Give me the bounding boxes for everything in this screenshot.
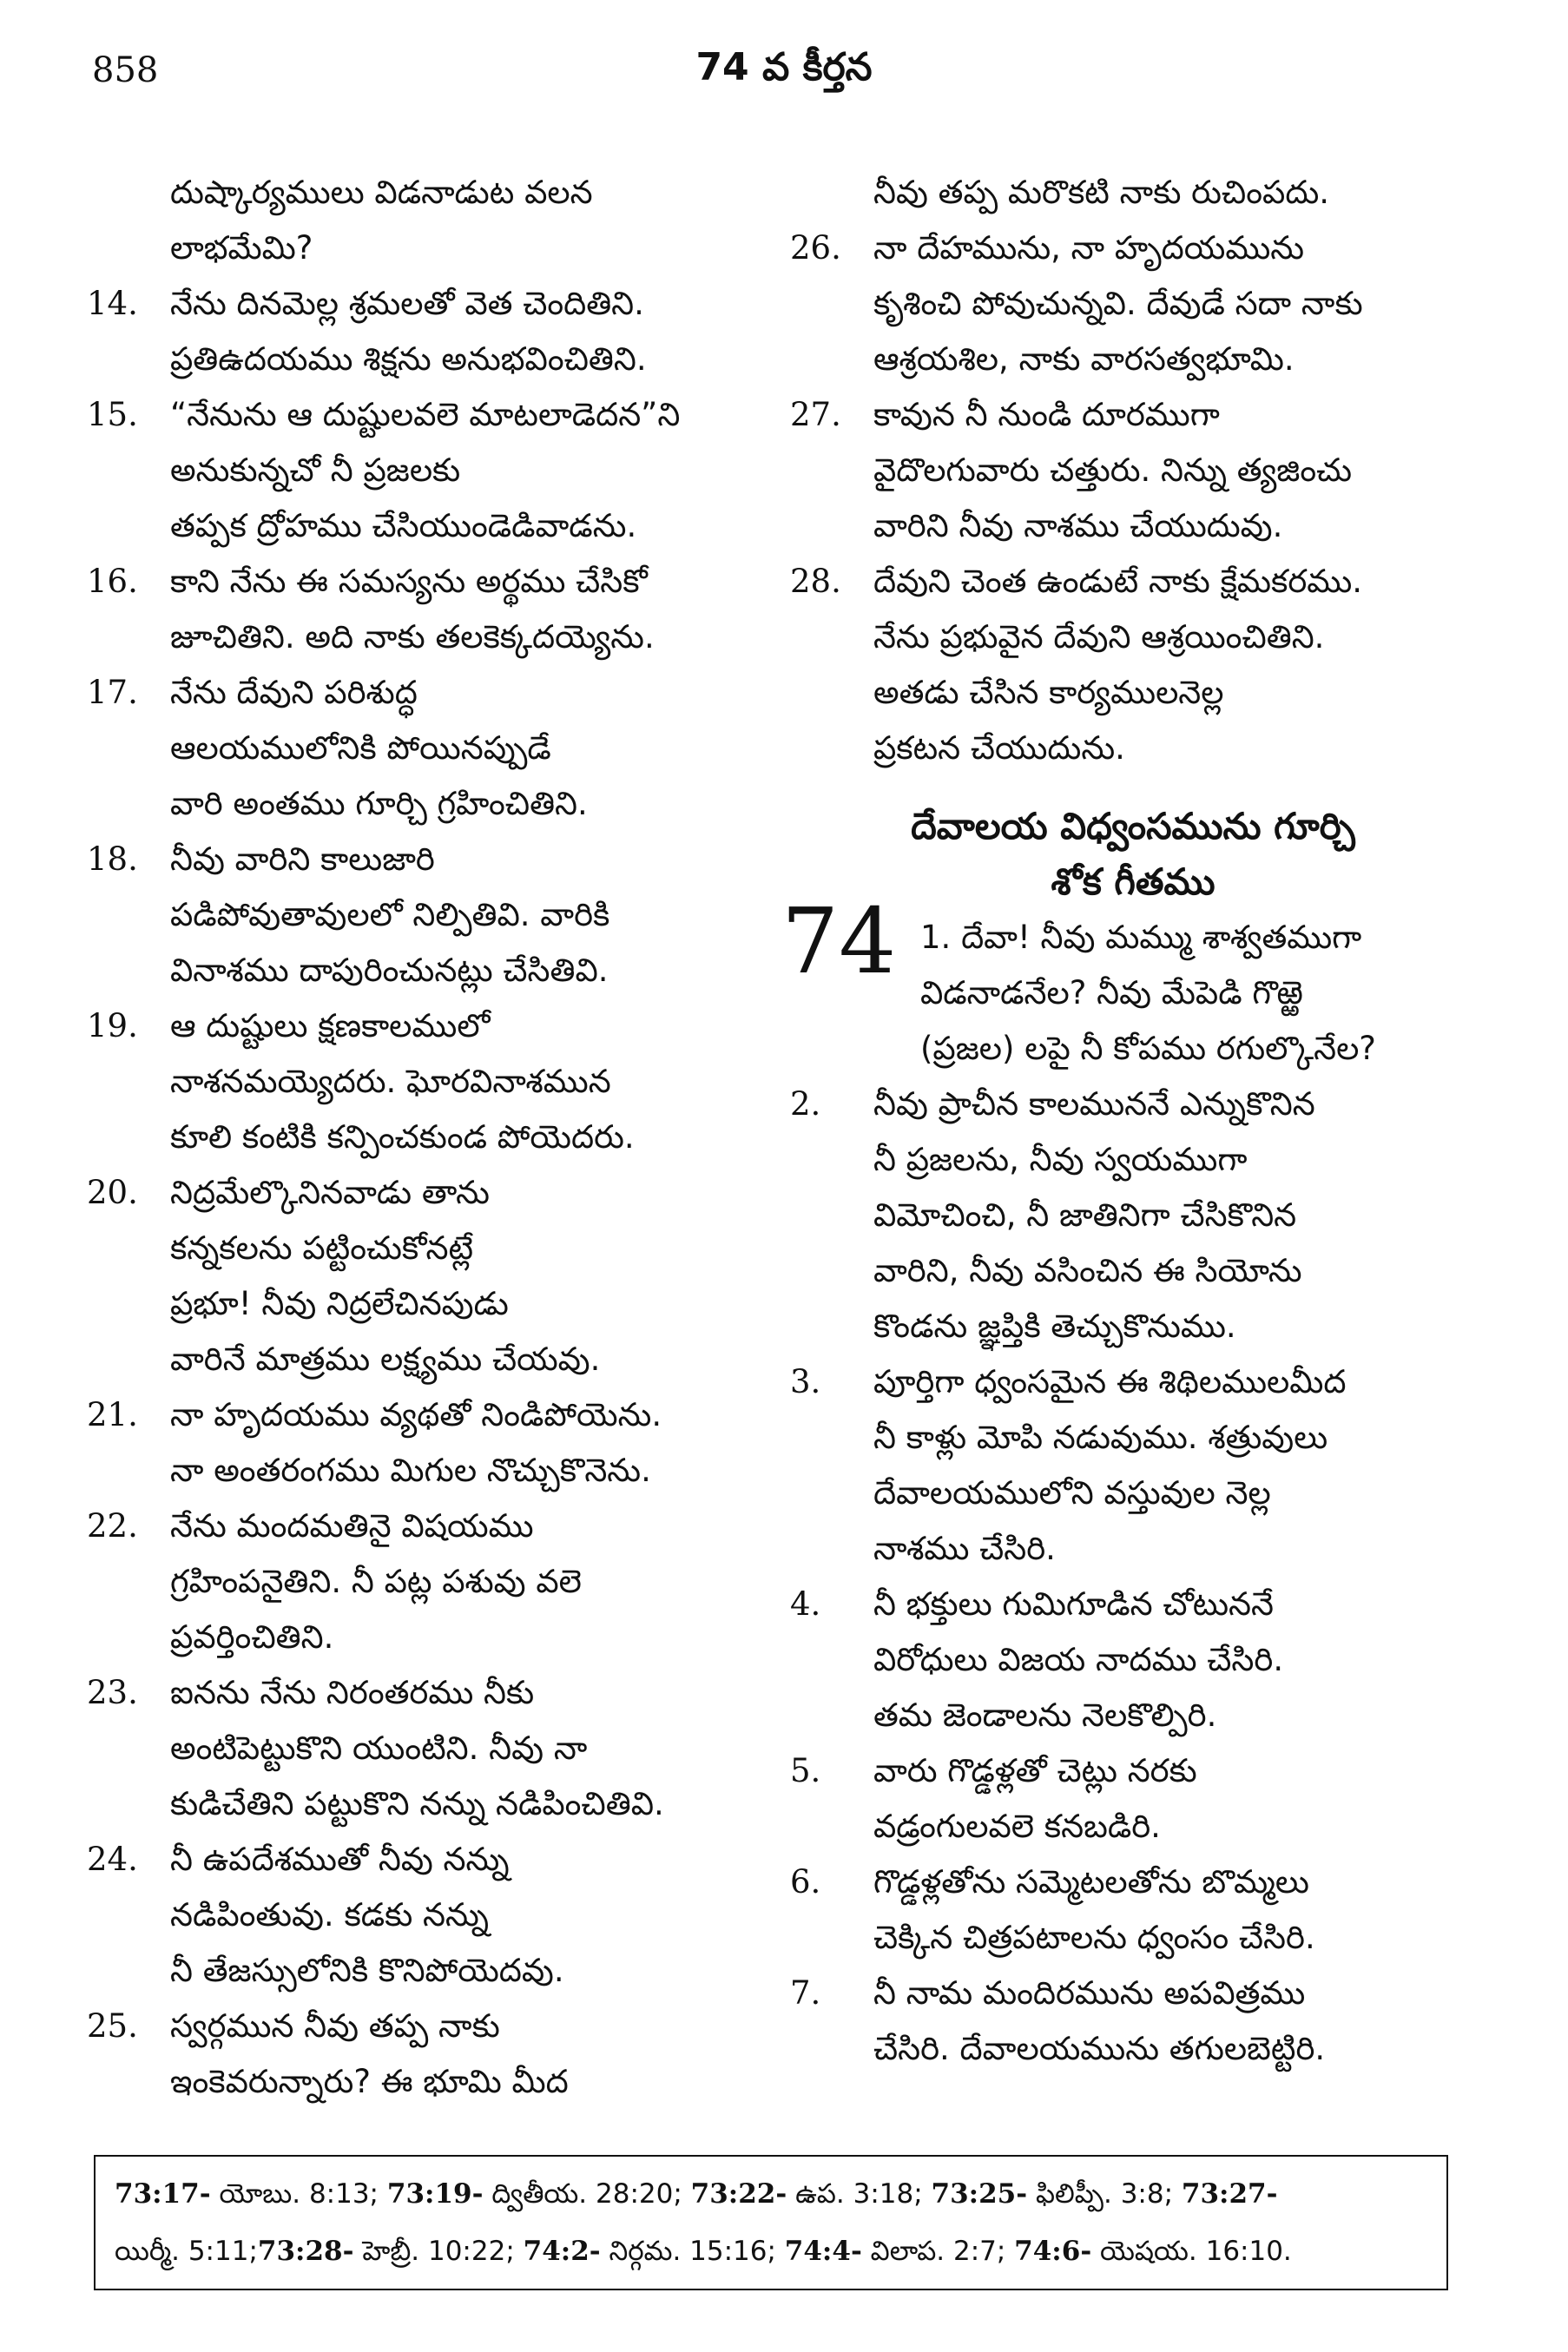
verse-text: వినాశము దాపురించునట్లు చేసితివి. — [170, 952, 609, 989]
footnote-ref: 73:22- — [690, 2178, 787, 2210]
verse-text: కృశించి పోవుచున్నవి. దేవుడే సదా నాకు — [873, 285, 1363, 322]
verse-line — [87, 1776, 773, 1832]
verse-text: వారి అంతము గూర్చి గ్రహించితిని. — [170, 785, 588, 822]
verse-number: 28. — [790, 563, 841, 600]
verse-text: గ్రహింపనైతిని. నీ పట్ల పశువు వలె — [170, 1563, 582, 1600]
verse-line — [790, 498, 1476, 554]
verse-line — [87, 1387, 773, 1443]
verse-line — [87, 832, 773, 887]
verse-text: ఐనను నేను నిరంతరము నీకు — [170, 1674, 535, 1711]
verse-text: కూలి కంటికి కన్పించకుండ పోయెదరు. — [170, 1118, 635, 1156]
verse-line — [790, 332, 1476, 387]
verse-line — [87, 1110, 773, 1165]
verse-text: పూర్తిగా ధ్వంసమైన ఈ శిథిలములమీద — [873, 1363, 1347, 1400]
footnote-ref: 73:17- — [115, 2178, 211, 2210]
footnote-ref: 73:28- — [257, 2236, 354, 2267]
verse-number: 27. — [790, 396, 841, 433]
verse-line — [790, 665, 1476, 721]
verse-text: నాశనమయ్యెదరు. ఘోరవినాశమున — [170, 1063, 611, 1100]
verse-line — [87, 1888, 773, 1943]
verse-number: 21. — [87, 1396, 138, 1433]
verse-line — [790, 1132, 1476, 1188]
verse-line — [790, 443, 1476, 498]
verse-line — [790, 1743, 1476, 1799]
verse-line — [87, 1443, 773, 1499]
verse-text: వైదొలగువారు చత్తురు. నిన్ను త్యజించు — [873, 451, 1353, 489]
verse-text: నీవు తప్ప మరొకటి నాకు రుచింపదు. — [873, 174, 1330, 211]
verse-line — [790, 1799, 1476, 1855]
verse-line — [87, 1832, 773, 1888]
verse-number: 23. — [87, 1674, 138, 1711]
footnote-ref: 73:19- — [386, 2178, 484, 2210]
footnote-line — [115, 2223, 1427, 2280]
verse-line — [87, 665, 773, 721]
verse-text: వారిని, నీవు వసించిన ఈ సియోను — [873, 1252, 1302, 1289]
verse-text: చేసిరి. దేవాలయమును తగులబెట్టిరి. — [873, 2030, 1326, 2067]
verse-text: నేను మందమతినై విషయము — [170, 1507, 534, 1545]
verse-text: నీ భక్తులు గుమిగూడిన చోటుననే — [873, 1585, 1275, 1623]
footnote-text: యిర్మీ. 5:11; — [115, 2236, 258, 2267]
verse-text: విమోచించి, నీ జాతినిగా చేసికొనిన — [873, 1196, 1297, 1234]
verse-text: పడిపోవుతావులలో నిల్పితివి. వారికి — [170, 896, 610, 933]
verse-number: 25. — [87, 2007, 138, 2045]
right-column — [781, 165, 1476, 2077]
verse-line: 1. దేవా! నీవు మమ్ము శాశ్వతముగా — [920, 919, 1362, 956]
right-column-verses-bottom — [790, 1077, 1476, 2077]
verse-line — [87, 887, 773, 943]
verse-text: కుడిచేతిని పట్టుకొని నన్ను నడిపించితివి. — [170, 1785, 664, 1822]
verse-number: 17. — [87, 674, 138, 711]
right-column-verses-top — [790, 165, 1476, 776]
verse-line — [87, 1221, 773, 1276]
verse-line — [790, 1632, 1476, 1688]
verse-line — [790, 165, 1476, 221]
verse-line — [87, 1721, 773, 1776]
verse-line — [790, 1410, 1476, 1466]
verse-line — [790, 1188, 1476, 1243]
verse-text: నా హృదయము వ్యథతో నిండిపోయెను. — [170, 1396, 662, 1433]
verse-text: నడిపింతువు. కడకు నన్ను — [170, 1896, 489, 1934]
footnote-text: ఫిలిప్పీ. 3:8; — [1027, 2178, 1182, 2210]
verse-line — [790, 1577, 1476, 1632]
page-number: 858 — [92, 50, 159, 90]
verse-number: 22. — [87, 1507, 138, 1545]
verse-number: 16. — [87, 563, 138, 600]
footnote-line — [115, 2165, 1427, 2223]
verse-text: దేవుని చెంత ఉండుటే నాకు క్షేమకరము. — [873, 563, 1363, 600]
verse-text: వారు గొడ్డళ్లతో చెట్లు నరకు — [873, 1752, 1197, 1789]
verse-line — [87, 1943, 773, 1999]
chapter-number: 74 — [781, 888, 897, 994]
verse-number: 7. — [790, 1974, 821, 2012]
footnote-text: విలాప. 2:7; — [861, 2236, 1015, 2267]
verse-text: నీ నామ మందిరమును అపవిత్రము — [873, 1974, 1306, 2012]
verse-number: 19. — [87, 1007, 138, 1044]
verse-text: ఆ దుష్టులు క్షణకాలములో — [170, 1007, 491, 1044]
verse-text: నీ కాళ్లు మోపి నడువుము. శత్రువులు — [873, 1419, 1328, 1456]
verse-text: నా అంతరంగము మిగుల నొచ్చుకొనెను. — [170, 1452, 651, 1489]
verse-text: ప్రకటన చేయుదును. — [873, 729, 1125, 767]
verse-text: జూచితిని. అది నాకు తలకెక్కదయ్యెను. — [170, 618, 655, 656]
verse-text: నేను దినమెల్ల శ్రమలతో వెత చెందితిని. — [170, 285, 644, 322]
verse-line — [87, 721, 773, 776]
verse-line — [87, 776, 773, 832]
verse-line — [87, 1054, 773, 1110]
verse-line — [790, 1855, 1476, 1910]
verse-line — [87, 498, 773, 554]
verse-text: లాభమేమి? — [170, 229, 313, 267]
verse-line — [790, 1521, 1476, 1577]
verse-text: వడ్రంగులవలె కనబడిరి. — [873, 1808, 1161, 1845]
verse-line — [790, 1466, 1476, 1521]
verse-text: ఆశ్రయశిల, నాకు వారసత్వభూమి. — [873, 340, 1295, 378]
footnote-ref: 74:4- — [784, 2236, 862, 2267]
footnote-text: ద్వితీయ. 28:20; — [483, 2178, 691, 2210]
verse-line — [87, 1276, 773, 1332]
verse-line — [87, 221, 773, 276]
verse-line — [87, 998, 773, 1054]
verse-text: అనుకున్నచో నీ ప్రజలకు — [170, 451, 461, 489]
verse-line — [790, 276, 1476, 332]
footnote-ref: 73:27- — [1181, 2178, 1278, 2210]
verse-text: కాని నేను ఈ సమస్యను అర్థము చేసికో — [170, 563, 648, 600]
verse-line — [790, 1966, 1476, 2021]
verse-text: నా దేహమును, నా హృదయమును — [873, 229, 1305, 267]
verse-line — [790, 387, 1476, 443]
verse-text: దుష్కార్యములు విడనాడుట వలన — [170, 174, 593, 211]
verse-line — [790, 721, 1476, 776]
verse-text: అంటిపెట్టుకొని యుంటిని. నీవు నా — [170, 1729, 588, 1767]
verse-line — [87, 332, 773, 387]
verse-text: విరోధులు విజయ నాదము చేసిరి. — [873, 1641, 1284, 1678]
verse-line — [790, 554, 1476, 609]
left-column — [87, 165, 773, 2110]
verse-text: వారిని నీవు నాశము చేయుదువు. — [873, 507, 1283, 544]
footnote-box — [94, 2155, 1448, 2290]
verse-line — [87, 276, 773, 332]
verse-line — [790, 609, 1476, 665]
verse-text: ఆలయములోనికి పోయినప్పుడే — [170, 729, 551, 767]
verse-text: గొడ్డళ్లతోను సమ్మెటలతోను బొమ్మలు — [873, 1863, 1309, 1901]
verse-line — [87, 443, 773, 498]
verse-text: తమ జెండాలను నెలకొల్పిరి. — [873, 1696, 1217, 1734]
verse-line — [87, 1554, 773, 1610]
verse-line — [87, 1610, 773, 1665]
verse-text: కొండను జ్ఞప్తికి తెచ్చుకొనుము. — [873, 1308, 1236, 1345]
verse-text: ఇంకెవరున్నారు? ఈ భూమి మీద — [170, 2063, 569, 2100]
verse-line — [790, 1688, 1476, 1743]
section-heading-line-1: దేవాలయ విధ్వంసమును గూర్చి — [911, 805, 1355, 847]
footnote-text: యెషయ. 16:10. — [1091, 2236, 1292, 2267]
verse-text: వారినే మాత్రము లక్ష్యము చేయవు. — [170, 1341, 601, 1378]
verse-number: 14. — [87, 285, 138, 322]
verse-line — [87, 2054, 773, 2110]
footnote-text: ఉప. 3:18; — [787, 2178, 932, 2210]
verse-line — [87, 1499, 773, 1554]
verse-number: 26. — [790, 229, 841, 267]
verse-text: నేను ప్రభువైన దేవుని ఆశ్రయించితిని. — [873, 618, 1325, 656]
verse-line — [87, 165, 773, 221]
verse-text: స్వర్గమున నీవు తప్ప నాకు — [170, 2007, 500, 2045]
section-heading-line-2: శోక గీతము — [1051, 860, 1216, 903]
verse-text: నీవు ప్రాచీన కాలముననే ఎన్నుకొనిన — [873, 1085, 1315, 1123]
verse-line: (ప్రజల) లపై నీ కోపము రగుల్కొనేల? — [920, 1030, 1376, 1067]
verse-text: కావున నీ నుండి దూరముగా — [873, 396, 1220, 433]
verse-text: నీ ప్రజలను, నీవు స్వయముగా — [873, 1141, 1248, 1178]
page-title: 74 వ కీర్తన — [695, 45, 873, 89]
verse-line — [87, 1332, 773, 1387]
verse-line — [87, 554, 773, 609]
verse-text: దేవాలయములోని వస్తువుల నెల్ల — [873, 1474, 1271, 1512]
verse-line — [790, 221, 1476, 276]
verse-line — [790, 1354, 1476, 1410]
verse-line — [87, 1999, 773, 2054]
verse-text: ప్రభూ! నీవు నిద్రలేచినపుడు — [170, 1285, 509, 1322]
verse-line — [790, 2021, 1476, 2077]
verse-text: కన్నకలను పట్టించుకోనట్లే — [170, 1229, 474, 1267]
verse-line — [790, 1243, 1476, 1299]
verse-text: నాశము చేసిరి. — [873, 1530, 1056, 1567]
verse-number: 24. — [87, 1841, 138, 1878]
verse-text: నీ తేజస్సులోనికి కొనిపోయెదవు. — [170, 1952, 564, 1989]
verse-line — [87, 387, 773, 443]
verse-number: 18. — [87, 840, 138, 878]
verse-number: 20. — [87, 1174, 138, 1211]
footnote-text: నిర్గమ. 15:16; — [600, 2236, 785, 2267]
verse-text: నీవు వారిని కాలుజారి — [170, 840, 435, 878]
verse-text: తప్పక ద్రోహము చేసియుండెడివాడను. — [170, 507, 637, 544]
verse-number: 6. — [790, 1863, 821, 1901]
verse-line — [87, 943, 773, 998]
verse-number: 5. — [790, 1752, 821, 1789]
verse-line — [790, 1910, 1476, 1966]
verse-text: అతడు చేసిన కార్యములనెల్ల — [873, 674, 1224, 711]
verse-line — [87, 1665, 773, 1721]
footnote-text: హెబ్రీ. 10:22; — [353, 2236, 524, 2267]
verse-number: 3. — [790, 1363, 821, 1400]
verse-number: 2. — [790, 1085, 821, 1123]
verse-text: ప్రతిఉదయము శిక్షను అనుభవించితిని. — [170, 340, 647, 378]
verse-text: ప్రవర్తించితిని. — [170, 1618, 334, 1656]
verse-number: 4. — [790, 1585, 821, 1623]
verse-line: విడనాడనేల? నీవు మేపెడి గొఱ్ఱె — [920, 974, 1303, 1011]
verse-line — [87, 609, 773, 665]
verse-line — [790, 1299, 1476, 1354]
verse-number: 15. — [87, 396, 138, 433]
footnote-ref: 74:6- — [1014, 2236, 1092, 2267]
verse-text: చెక్కిన చిత్రపటాలను ధ్వంసం చేసిరి. — [873, 1919, 1315, 1956]
chapter-start — [781, 888, 1476, 1077]
footnote-ref: 74:2- — [523, 2236, 601, 2267]
footnote-text: యోబు. 8:13; — [210, 2178, 387, 2210]
verse-line — [87, 1165, 773, 1221]
verse-text: నిద్రమేల్కొనినవాడు తాను — [170, 1174, 490, 1211]
verse-text: నేను దేవుని పరిశుద్ధ — [170, 674, 418, 711]
footnote-ref: 73:25- — [931, 2178, 1028, 2210]
verse-line — [790, 1077, 1476, 1132]
verse-text: “నేనును ఆ దుష్టులవలె మాటలాడెదన”ని — [170, 396, 681, 433]
verse-text: నీ ఉపదేశముతో నీవు నన్ను — [170, 1841, 510, 1878]
